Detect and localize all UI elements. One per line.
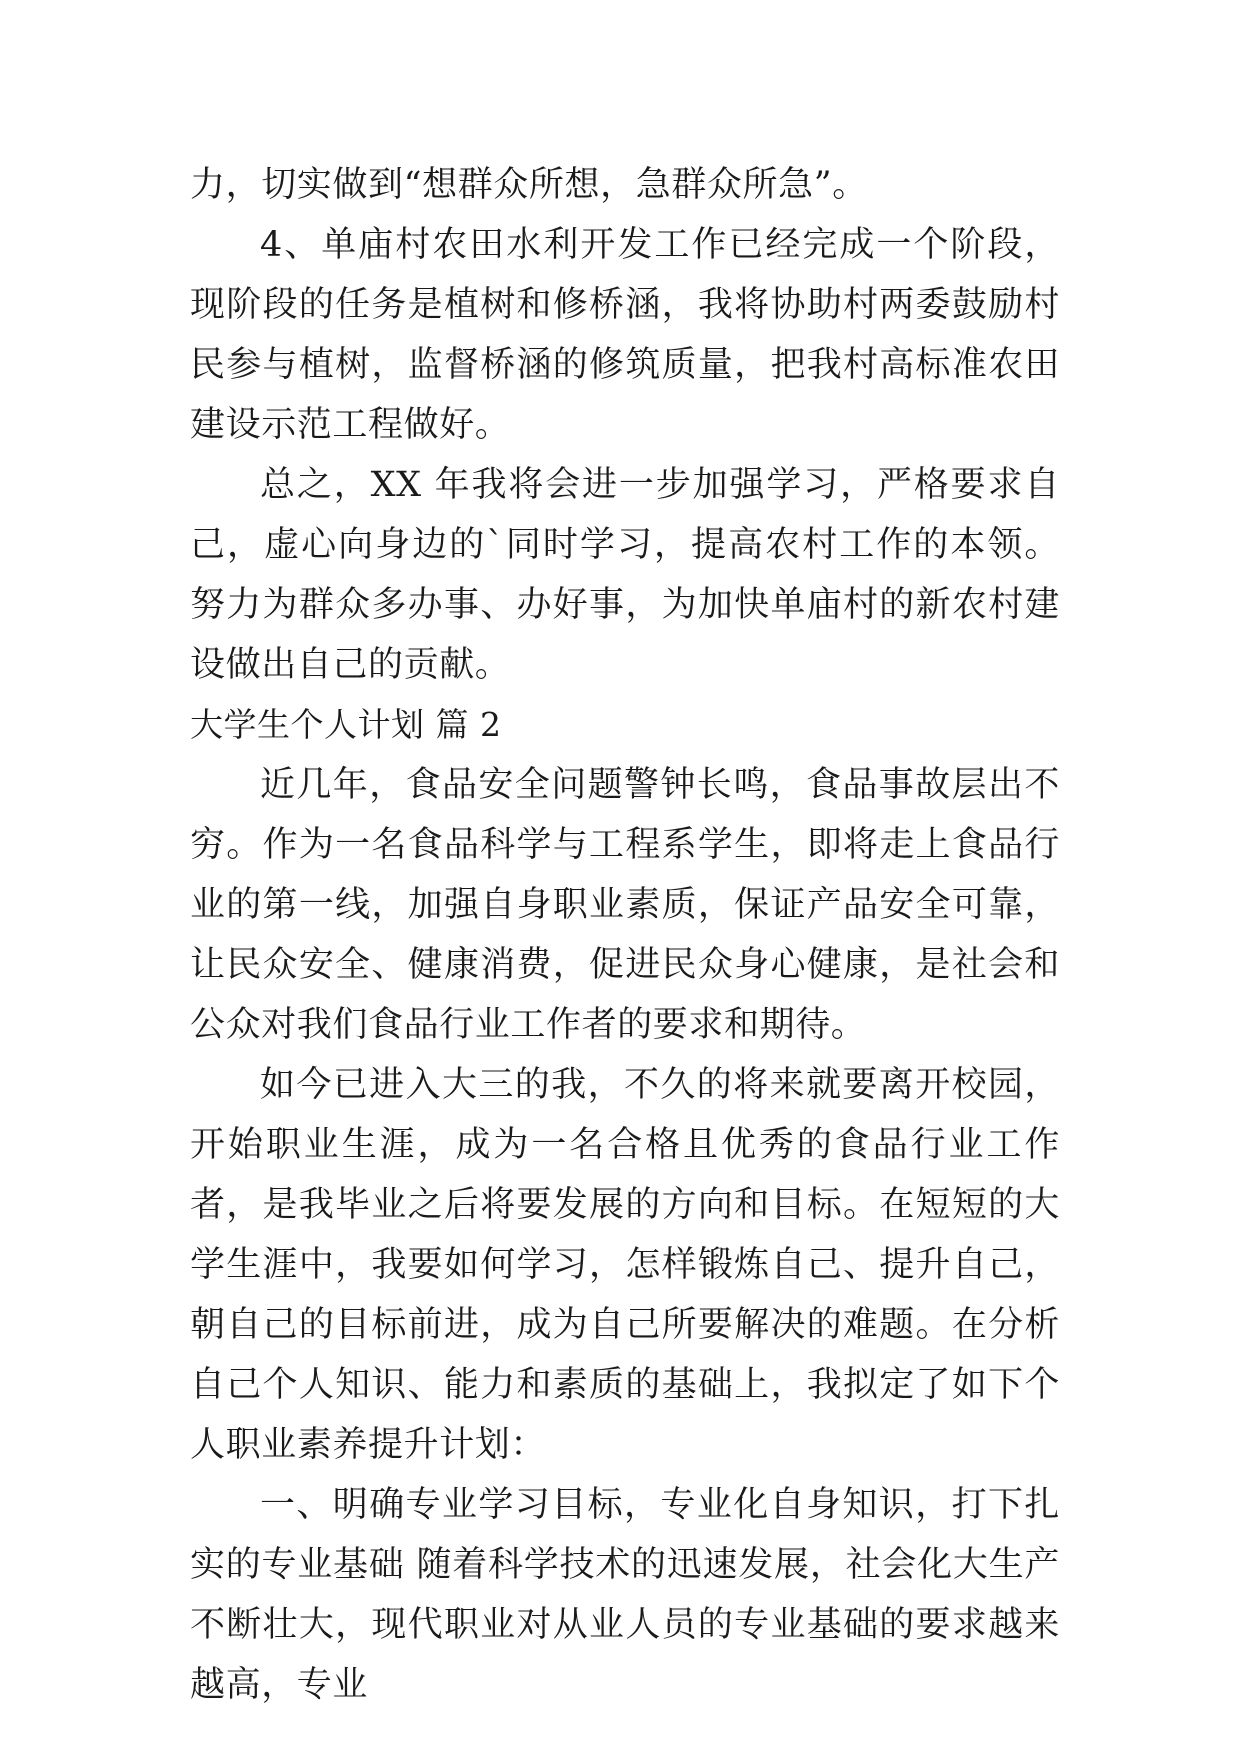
- paragraph-summary: 总之，XX 年我将会进一步加强学习，严格要求自己，虚心向身边的`同时学习，提高农村工作的本领。努力为群众多办事、办好事，为加快单庙村的新农村建设做出自己的贡献。: [190, 465, 1060, 685]
- paragraph-intro: 近几年，食品安全问题警钟长鸣，食品事故层出不穷。作为一名食品科学与工程系学生，即将走上食品行业的第一线，加强自身职业素质，保证产品安全可靠，让民众安全、健康消费，促进民众身心健康，是社会和公众对我们食品行业工作者的要求和期待。: [190, 765, 1060, 1045]
- paragraph-continuation: 力，切实做到“想群众所想，急群众所急”。: [190, 165, 868, 205]
- section-heading: 大学生个人计划 篇 2: [190, 705, 502, 744]
- paragraph-item-4: 4、单庙村农田水利开发工作已经完成一个阶段，现阶段的任务是植树和修桥涵，我将协助村两委鼓励村民参与植树，监督桥涵的修筑质量，把我村高标准农田建设示范工程做好。: [190, 225, 1060, 445]
- document-page: [190, 155, 1060, 1715]
- paragraph-goal-1: 一、明确专业学习目标，专业化自身知识，打下扎实的专业基础 随着科学技术的迅速发展，社会化大生产不断壮大，现代职业对从业人员的专业基础的要求越来越高，专业: [190, 1485, 1060, 1705]
- paragraph-plan-overview: 如今已进入大三的我，不久的将来就要离开校园，开始职业生涯，成为一名合格且优秀的食品行业工作者，是我毕业之后将要发展的方向和目标。在短短的大学生涯中，我要如何学习，怎样锻炼自己、提升自己，朝自己的目标前进，成为自己所要解决的难题。在分析自己个人知识、能力和素质的基础上，我拟定了如下个人职业素养提升计划：: [190, 1065, 1060, 1465]
